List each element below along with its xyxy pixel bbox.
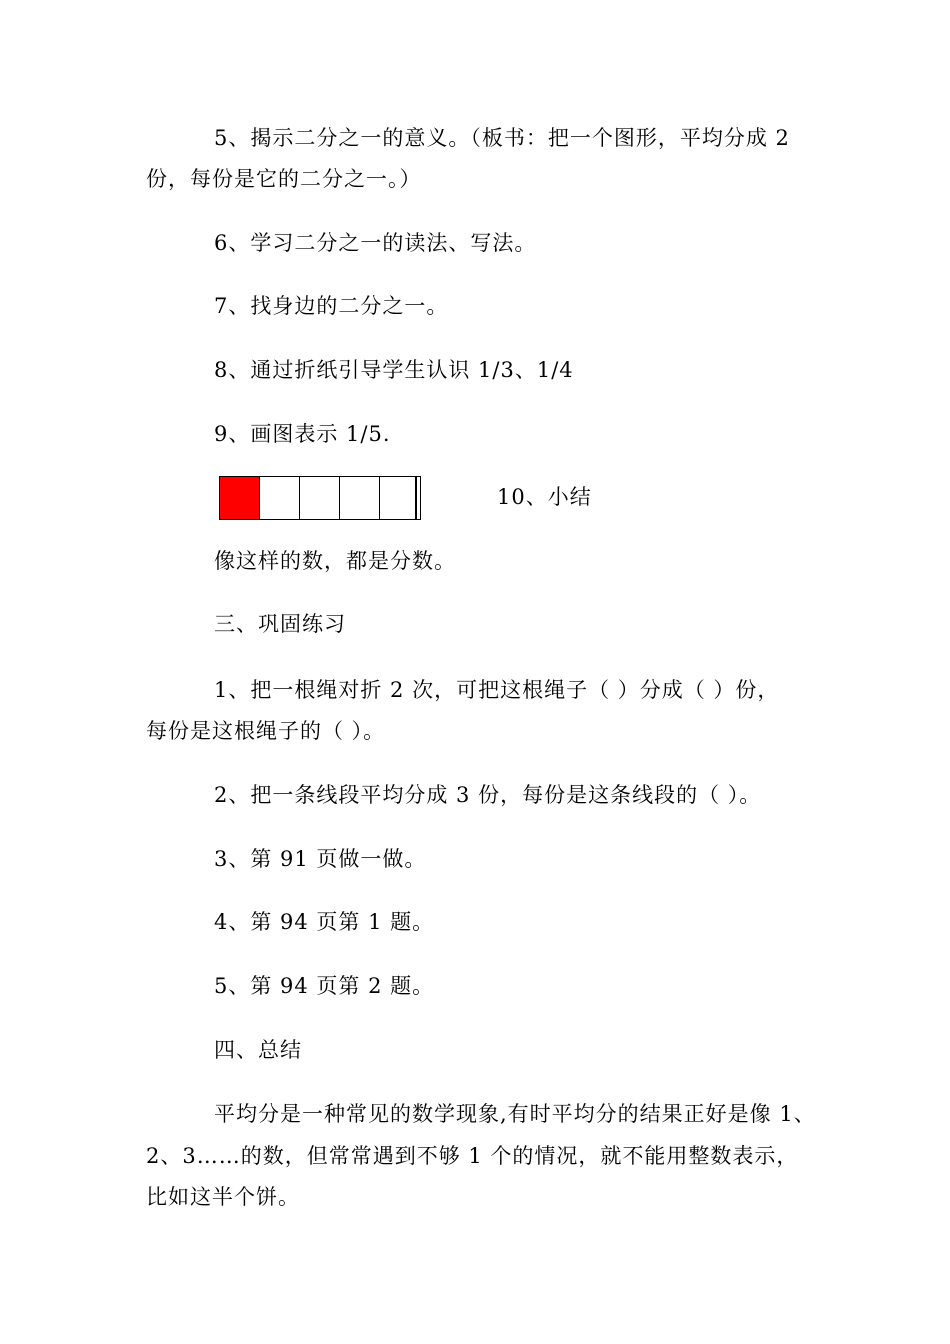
fraction-figure-edge (415, 476, 417, 520)
fraction-part-empty (380, 477, 420, 519)
text-line: 9、画图表示 1/5. (214, 422, 391, 446)
text-line: 2、3……的数，但常常遇到不够 1 个的情况，就不能用整数表示， (146, 1144, 799, 1168)
text-line: 7、找身边的二分之一。 (214, 294, 449, 318)
section-heading: 四、总结 (214, 1038, 302, 1062)
text-line: 像这样的数，都是分数。 (214, 549, 456, 573)
text-line: 6、学习二分之一的读法、写法。 (214, 231, 537, 255)
section-heading: 三、巩固练习 (214, 612, 346, 636)
text-line: 3、第 91 页做一做。 (214, 847, 427, 871)
text-line-summary: 10、小结 (497, 485, 592, 509)
text-line: 平均分是一种常见的数学现象,有时平均分的结果正好是像 1、 (214, 1102, 816, 1126)
fraction-part-empty (260, 477, 300, 519)
text-line: 份，每份是它的二分之一。） (146, 167, 422, 191)
fraction-part-empty (340, 477, 380, 519)
text-line: 8、通过折纸引导学生认识 1/3、1/4 (214, 358, 574, 382)
text-line: 1、把一根绳对折 2 次，可把这根绳子（ ）分成（ ）份， (214, 678, 780, 702)
text-line: 5、第 94 页第 2 题。 (214, 974, 435, 998)
text-line: 4、第 94 页第 1 题。 (214, 910, 435, 934)
text-line: 每份是这根绳子的（ ）。 (146, 719, 386, 743)
text-line: 2、把一条线段平均分成 3 份，每份是这条线段的（ ）。 (214, 783, 762, 807)
fraction-part-filled (220, 477, 260, 519)
fraction-figure-one-fifth (219, 476, 421, 520)
text-line: 5、揭示二分之一的意义。（板书：把一个图形，平均分成 2 (214, 126, 790, 150)
fraction-part-empty (300, 477, 340, 519)
text-line: 比如这半个饼。 (146, 1185, 300, 1209)
